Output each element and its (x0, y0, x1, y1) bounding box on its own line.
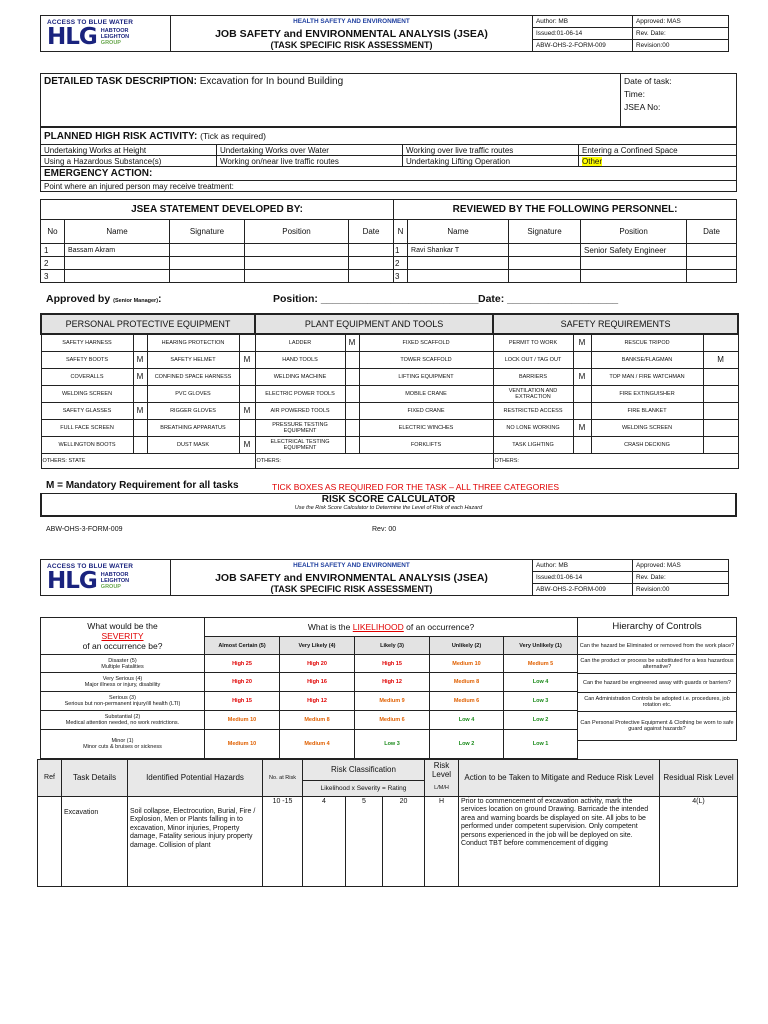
jsea-personnel (40, 199, 737, 283)
hierarchy-substitute: Can the product or process be substituted for a less hazardous alternative? (578, 655, 737, 674)
row-ref[interactable] (38, 796, 62, 886)
footer-form-number: ABW-OHS-3-FORM-009 (46, 526, 123, 533)
hse-label: HEALTH SAFETY AND ENVIRONMENT (171, 560, 533, 572)
col-unlikely: Unlikely (2) (430, 637, 504, 655)
equipment-row (41, 436, 738, 453)
risk-cell: Medium 10 (205, 711, 280, 730)
equipment-row (41, 334, 738, 351)
requirement-mark[interactable] (345, 402, 359, 419)
ppe-header: PERSONAL PROTECTIVE EQUIPMENT (41, 314, 255, 334)
risk-cell: Medium 8 (280, 711, 355, 730)
task-description (40, 73, 737, 127)
equipment-label: FIXED CRANE (359, 402, 493, 419)
risk-cell: High 12 (355, 673, 430, 692)
col-very-unlikely: Very Unlikely (1) (504, 637, 578, 655)
reviewer-name[interactable] (408, 270, 509, 283)
requirement-mark[interactable] (573, 402, 591, 419)
row-task[interactable]: Excavation (62, 796, 128, 886)
safety-others[interactable]: OTHERS: (493, 453, 738, 468)
equipment-label: NO LONE WORKING (493, 419, 573, 436)
reviewer-position[interactable] (581, 270, 687, 283)
revision: Revision:00 (633, 40, 729, 52)
equipment-label: WELDING SCREEN (41, 385, 133, 402)
company-logo: ACCESS TO BLUE WATER HLG HABTOOR LEIGHTON GROUP (41, 16, 171, 52)
reviewer-date[interactable] (687, 244, 737, 257)
developer-date[interactable] (349, 257, 394, 270)
requirement-mark[interactable] (703, 402, 738, 419)
severity-desc: Multiple Fatalities (101, 663, 144, 670)
tick-note: TICK BOXES AS REQUIRED FOR THE TASK – ALL THREE CATEGORIES (272, 482, 560, 492)
requirement-mark[interactable] (239, 368, 255, 385)
requirement-mark[interactable] (133, 334, 147, 351)
equipment-label: SAFETY HELMET (147, 351, 239, 368)
row-no: 1 (41, 244, 65, 257)
hierarchy-eliminate: Can the hazard be Eliminated or removed from the work place? (578, 637, 737, 655)
risk-near-live-traffic[interactable]: Working on/near live traffic routes (217, 156, 403, 167)
col-no-at-risk: No. at Risk (263, 760, 303, 797)
risk-score-subtitle: Use the Risk Score Calculator to Determine the Level of Risk of each Hazard (294, 505, 483, 511)
issued: Issued:01-06-14 (533, 28, 633, 40)
row-action[interactable]: Prior to commencement of excavation activity, mark the services location on ground Drawing. Barricade the intended area and warning boards be displayed on site. All jobs to be performed under competent supervision. Only competent persons experienced in the job will be deployed on site. Conduct TBT before commencement of digging (459, 796, 660, 886)
equipment-label: FIRE EXTINGUISHER (591, 385, 703, 402)
equipment-label: HAND TOOLS (255, 351, 345, 368)
footer-revision: Rev: 00 (372, 526, 397, 533)
plant-others[interactable]: OTHERS: (255, 453, 493, 468)
equipment-label: SAFETY BOOTS (41, 351, 133, 368)
equipment-label: RESCUE TRIPOD (591, 334, 703, 351)
form-header-page2 (40, 559, 729, 596)
requirement-mark[interactable] (133, 419, 147, 436)
emergency-action-label: EMERGENCY ACTION: (41, 167, 737, 181)
col-hazards: Identified Potential Hazards (128, 760, 263, 797)
risk-score-box (40, 493, 737, 517)
approved-by: Approved: MAS (633, 560, 729, 572)
requirement-mark[interactable] (239, 334, 255, 351)
requirement-mark[interactable] (239, 419, 255, 436)
risk-cell: Low 2 (504, 711, 578, 730)
col-no: No (41, 220, 65, 244)
equipment-label: PRESSURE TESTING EQUIPMENT (255, 419, 345, 436)
requirement-mark[interactable] (345, 436, 359, 453)
jsea-number[interactable]: JSEA No: (624, 102, 661, 112)
severity-desc: Serious but non-permanent injury/ill health (LTI) (64, 701, 181, 707)
hierarchy-admin: Can Administration Controls be adopted i.e. procedures, job rotation etc. (578, 693, 737, 712)
severity-name: Minor (1) (111, 738, 134, 744)
severity-desc: Minor cuts & bruises or sickness (83, 744, 162, 750)
equipment-label: HEARING PROTECTION (147, 334, 239, 351)
row-likelihood[interactable]: 4 (303, 796, 346, 886)
developer-name[interactable]: Bassam Akram (65, 244, 170, 257)
equipment-label: WELDING MACHINE (255, 368, 345, 385)
approved-label: Approved by (46, 293, 111, 305)
table-row (38, 796, 738, 886)
developed-by-title: JSEA STATEMENT DEVELOPED BY: (41, 200, 394, 220)
high-risk-hint: (Tick as required) (200, 130, 266, 141)
col-action: Action to be Taken to Mitigate and Reduce Risk Level (459, 760, 660, 797)
severity-name: Substantial (2) (104, 714, 141, 720)
hierarchy-ppe: Can Personal Protective Equipment & Clothing be worn to safe guard against hazards? (578, 712, 737, 741)
equipment-label: ELECTRIC POWER TOOLS (255, 385, 345, 402)
requirement-mark[interactable]: M (573, 334, 591, 351)
reviewer-position[interactable]: Senior Safety Engineer (581, 244, 687, 257)
severity-name: Very Serious (4) (102, 676, 143, 682)
company-logo: ACCESS TO BLUE WATER HLG HABTOOR LEIGHTON GROUP (41, 560, 171, 596)
reviewer-position[interactable] (581, 257, 687, 270)
requirement-mark[interactable]: M (133, 351, 147, 368)
col-name: Name (65, 220, 170, 244)
equipment-label: ELECTRIC WINCHES (359, 419, 493, 436)
severity-desc: Major illness or injury, disability (84, 682, 161, 688)
col-risk-classification: Risk Classification (303, 760, 425, 781)
requirement-mark[interactable]: M (573, 368, 591, 385)
requirement-mark[interactable]: M (239, 351, 255, 368)
col-very-likely: Very Likely (4) (280, 637, 355, 655)
table-row (41, 257, 737, 270)
equipment-label: CRASH DECKING (591, 436, 703, 453)
severity-question-pre: What would be the (87, 621, 158, 631)
requirement-mark[interactable] (573, 351, 591, 368)
col-task-details: Task Details (62, 760, 128, 797)
requirement-mark[interactable] (345, 385, 359, 402)
equipment-label: FIRE BLANKET (591, 402, 703, 419)
equipment-row (41, 351, 738, 368)
equipment-label: PERMIT TO WORK (493, 334, 573, 351)
rcol-position: Position (581, 220, 687, 244)
risk-cell: Medium 10 (205, 730, 280, 759)
form-number: ABW-OHS-2-FORM-009 (533, 40, 633, 52)
risk-cell: Low 3 (504, 692, 578, 711)
date-of-task[interactable]: Date of task: (624, 76, 672, 86)
reviewer-name[interactable] (408, 257, 509, 270)
mandatory-label: M = Mandatory Requirement for all tasks (46, 480, 239, 491)
rcol-date: Date (687, 220, 737, 244)
form-header (40, 15, 729, 52)
issued: Issued:01-06-14 (533, 572, 633, 584)
equipment-label: SAFETY GLASSES (41, 402, 133, 419)
requirement-mark[interactable] (703, 368, 738, 385)
severity-name: Disaster (5) (108, 657, 137, 664)
reviewer-no: 2 (394, 257, 408, 270)
mandatory-note (46, 480, 239, 491)
risk-cell: High 20 (205, 673, 280, 692)
risk-score-title: RISK SCORE CALCULATOR (321, 494, 456, 505)
requirement-mark[interactable] (573, 385, 591, 402)
equipment-label: SAFETY HARNESS (41, 334, 133, 351)
safety-header: SAFETY REQUIREMENTS (493, 314, 738, 334)
developer-signature[interactable] (170, 244, 245, 257)
approved-by: Approved: MAS (633, 16, 729, 28)
col-position: Position (245, 220, 349, 244)
equipment-label: TOWER SCAFFOLD (359, 351, 493, 368)
col-almost-certain: Almost Certain (5) (205, 637, 280, 655)
developer-signature[interactable] (170, 257, 245, 270)
form-title: JOB SAFETY and ENVIRONMENTAL ANALYSIS (JSEA) (215, 571, 488, 584)
approved-line (46, 293, 736, 305)
risk-works-over-water[interactable]: Undertaking Works over Water (217, 145, 403, 156)
risk-matrix (40, 617, 578, 759)
equipment-label: DUST MASK (147, 436, 239, 453)
requirement-mark[interactable] (345, 419, 359, 436)
equipment-label: CONFINED SPACE HARNESS (147, 368, 239, 385)
severity-name: Serious (3) (109, 695, 136, 701)
row-risk-level[interactable]: H (425, 796, 459, 886)
reviewed-by-title: REVIEWED BY THE FOLLOWING PERSONNEL: (394, 200, 737, 220)
table-row (41, 270, 737, 283)
requirement-mark[interactable] (239, 385, 255, 402)
row-no-at-risk[interactable]: 10 -15 (263, 796, 303, 886)
reviewer-signature[interactable] (509, 257, 581, 270)
risk-lifting-operation[interactable]: Undertaking Lifting Operation (403, 156, 579, 167)
developer-position[interactable] (245, 270, 349, 283)
row-no: 3 (41, 270, 65, 283)
risk-cell: Medium 8 (430, 673, 504, 692)
reviewer-name[interactable]: Ravi Shankar T (408, 244, 509, 257)
equipment-label: LIFTING EQUIPMENT (359, 368, 493, 385)
col-ref: Ref (38, 760, 62, 797)
likelihood-word: LIKELIHOOD (352, 622, 404, 632)
hierarchy-title: Hierarchy of Controls (578, 618, 737, 637)
severity-level (41, 655, 205, 673)
high-risk-activity (40, 127, 737, 192)
risk-cell: Medium 9 (355, 692, 430, 711)
row-residual[interactable]: 4(L) (660, 796, 738, 886)
risk-other-label: Other (582, 156, 603, 166)
col-formula: Likelihood x Severity = Rating (303, 780, 425, 796)
matrix-row (41, 692, 578, 711)
equipment-label: FULL FACE SCREEN (41, 419, 133, 436)
risk-hazardous-substance[interactable]: Using a Hazardous Substance(s) (41, 156, 217, 167)
rcol-no: N (394, 220, 408, 244)
equipment-row (41, 368, 738, 385)
table-row (41, 244, 737, 257)
developer-date[interactable] (349, 244, 394, 257)
equipment-label: FORKLIFTS (359, 436, 493, 453)
row-severity[interactable]: 5 (346, 796, 383, 886)
equipment-row (41, 419, 738, 436)
approved-colon: : (158, 293, 162, 305)
equipment-label: BREATHING APPARATUS (147, 419, 239, 436)
equipment-label: VENTILATION AND EXTRACTION (493, 385, 573, 402)
row-hazards[interactable]: Soil collapse, Electrocution, Burial, Fire / Explosion, Men or Plants falling in to excavation, Minor injuries, Property damage, Fatality serious injury property damage. Collision of plant (128, 796, 263, 886)
matrix-row (41, 673, 578, 692)
equipment-label: WELDING SCREEN (591, 419, 703, 436)
risk-cell: High 15 (355, 655, 430, 673)
equipment-label: AIR POWERED TOOLS (255, 402, 345, 419)
hierarchy-engineer: Can the hazard be engineered away with guards or barriers? (578, 674, 737, 693)
likelihood-question-post: of an occurrence? (406, 622, 475, 632)
likelihood-question-pre: What is the (307, 622, 351, 632)
equipment-label: COVERALLS (41, 368, 133, 385)
equipment-label: PVC GLOVES (147, 385, 239, 402)
requirement-mark[interactable]: M (345, 334, 359, 351)
requirement-mark[interactable] (703, 334, 738, 351)
high-risk-label: PLANNED HIGH RISK ACTIVITY: (44, 130, 198, 142)
developer-name[interactable] (65, 270, 170, 283)
equipment-label: BANKSE/FLAGMAN (591, 351, 703, 368)
task-description-value[interactable]: Excavation for In bound Building (199, 76, 344, 87)
reviewer-no: 3 (394, 270, 408, 283)
risk-cell: High 25 (205, 655, 280, 673)
risk-cell: Medium 6 (430, 692, 504, 711)
col-residual: Residual Risk Level (660, 760, 738, 797)
requirement-mark[interactable]: M (573, 419, 591, 436)
risk-cell: Low 4 (430, 711, 504, 730)
equipment-row (41, 385, 738, 402)
rcol-name: Name (408, 220, 509, 244)
severity-level (41, 692, 205, 711)
form-title-cell (171, 572, 533, 596)
risk-cell: High 15 (205, 692, 280, 711)
equipment-label: FIXED SCAFFOLD (359, 334, 493, 351)
col-signature: Signature (170, 220, 245, 244)
risk-over-live-traffic[interactable]: Working over live traffic routes (403, 145, 579, 156)
equipment-label: RIGGER GLOVES (147, 402, 239, 419)
form-number: ABW-OHS-2-FORM-009 (533, 584, 633, 596)
risk-cell: Low 2 (430, 730, 504, 759)
matrix-row (41, 655, 578, 673)
ppe-others[interactable]: OTHERS: STATE (41, 453, 255, 468)
task-description-label: DETAILED TASK DESCRIPTION: (44, 76, 197, 87)
risk-cell: Low 4 (504, 673, 578, 692)
col-date: Date (349, 220, 394, 244)
requirement-mark[interactable] (133, 385, 147, 402)
author: Author: MB (533, 560, 633, 572)
equipment-row (41, 402, 738, 419)
requirement-mark[interactable] (703, 385, 738, 402)
risk-cell: Medium 4 (280, 730, 355, 759)
col-likely: Likely (3) (355, 637, 430, 655)
severity-level (41, 730, 205, 759)
requirement-mark[interactable]: M (239, 436, 255, 453)
equipment-label: BARRIERS (493, 368, 573, 385)
hierarchy-of-controls (577, 617, 737, 741)
approved-position[interactable]: Position: ___________________________ (273, 293, 479, 305)
risk-other[interactable] (579, 156, 737, 167)
equipment-label: WELLINGTON BOOTS (41, 436, 133, 453)
rev-date: Rev. Date: (633, 572, 729, 584)
approved-sub: (Senior Manager) (113, 298, 159, 304)
equipment-label: TOP MAN / FIRE WATCHMAN (591, 368, 703, 385)
reviewer-no: 1 (394, 244, 408, 257)
developer-date[interactable] (349, 270, 394, 283)
row-rating[interactable]: 20 (383, 796, 425, 886)
equipment-label: ELECTRICAL TESTING EQUIPMENT (255, 436, 345, 453)
risk-cell: Medium 6 (355, 711, 430, 730)
severity-word: SEVERITY (101, 631, 144, 641)
severity-desc: Medical attention needed, no work restrictions. (65, 720, 180, 726)
risk-cell: Low 1 (504, 730, 578, 759)
rcol-signature: Signature (509, 220, 581, 244)
equipment-label: LADDER (255, 334, 345, 351)
risk-cell: Low 3 (355, 730, 430, 759)
requirement-mark[interactable]: M (133, 402, 147, 419)
requirement-mark[interactable]: M (703, 351, 738, 368)
matrix-row (41, 711, 578, 730)
risk-cell: High 12 (280, 692, 355, 711)
risk-cell: High 16 (280, 673, 355, 692)
form-subtitle: (TASK SPECIFIC RISK ASSESSMENT) (270, 39, 433, 50)
hse-label: HEALTH SAFETY AND ENVIRONMENT (171, 16, 533, 28)
risk-cell: Medium 5 (504, 655, 578, 673)
plant-header: PLANT EQUIPMENT AND TOOLS (255, 314, 493, 334)
requirement-mark[interactable] (345, 351, 359, 368)
requirement-mark[interactable] (703, 419, 738, 436)
reviewer-date[interactable] (687, 257, 737, 270)
approved-date[interactable]: Date: ___________________ (478, 293, 619, 305)
severity-question-post: of an occurrence be? (82, 641, 163, 651)
developer-name[interactable] (65, 257, 170, 270)
developer-position[interactable] (245, 244, 349, 257)
reviewer-signature[interactable] (509, 244, 581, 257)
requirement-mark[interactable]: M (239, 402, 255, 419)
risk-cell: High 20 (280, 655, 355, 673)
severity-level (41, 673, 205, 692)
rev-date: Rev. Date: (633, 28, 729, 40)
equipment-label: RESTRICTED ACCESS (493, 402, 573, 419)
developer-position[interactable] (245, 257, 349, 270)
equipment-label: MOBILE CRANE (359, 385, 493, 402)
form-subtitle: (TASK SPECIFIC RISK ASSESSMENT) (270, 583, 433, 594)
reviewer-date[interactable] (687, 270, 737, 283)
risk-confined-space[interactable]: Entering a Confined Space (579, 145, 737, 156)
risk-works-at-height[interactable]: Undertaking Works at Height (41, 145, 217, 156)
risk-assessment (37, 759, 738, 887)
equipment-label: TASK LIGHTING (493, 436, 573, 453)
col-risk-level: Risk Level (425, 760, 459, 781)
requirement-mark[interactable] (703, 436, 738, 453)
requirement-mark[interactable] (345, 368, 359, 385)
equipment-label: LOCK OUT / TAG OUT (493, 351, 573, 368)
matrix-row (41, 730, 578, 759)
reviewer-signature[interactable] (509, 270, 581, 283)
form-title: JOB SAFETY and ENVIRONMENTAL ANALYSIS (JSEA) (215, 27, 488, 40)
developer-signature[interactable] (170, 270, 245, 283)
row-no: 2 (41, 257, 65, 270)
requirement-mark[interactable] (573, 436, 591, 453)
severity-level (41, 711, 205, 730)
treatment-point[interactable]: Point where an injured person may receive treatment: (41, 181, 737, 192)
equipment-requirements (40, 313, 739, 469)
form-title-cell (171, 28, 533, 52)
revision: Revision:00 (633, 584, 729, 596)
risk-cell: Medium 10 (430, 655, 504, 673)
col-lmh: L/M/H (425, 780, 459, 796)
time-of-task[interactable]: Time: (624, 89, 645, 99)
requirement-mark[interactable]: M (133, 368, 147, 385)
requirement-mark[interactable] (133, 436, 147, 453)
author: Author: MB (533, 16, 633, 28)
